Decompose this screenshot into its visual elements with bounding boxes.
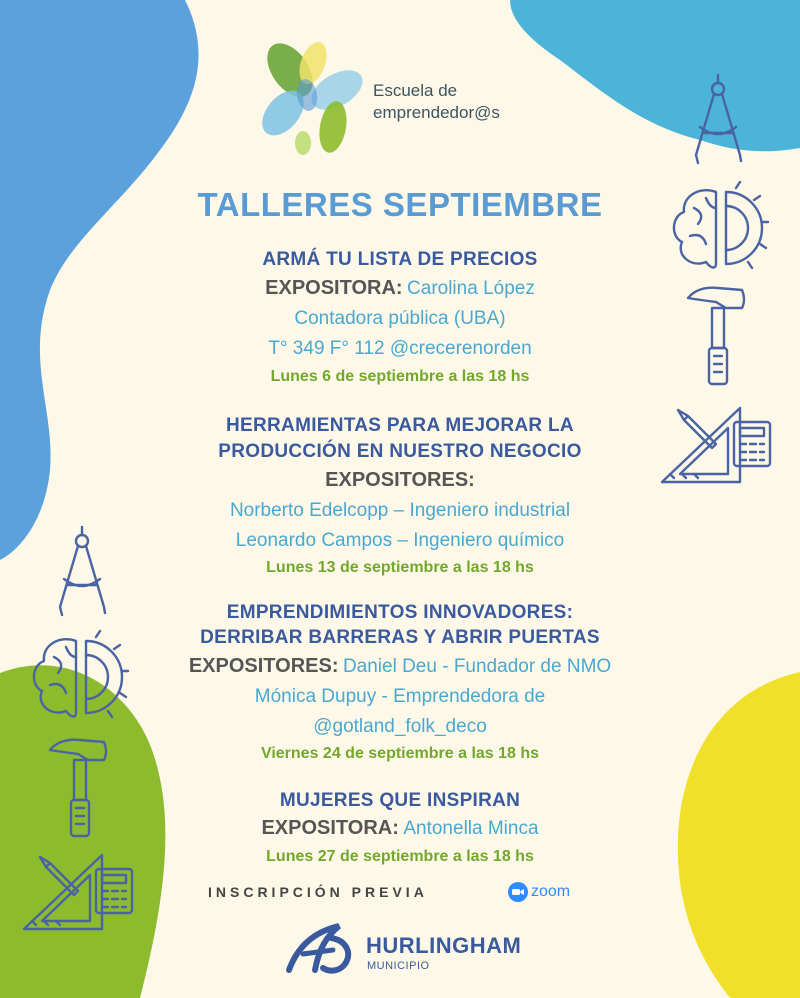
zoom-camera-icon — [507, 881, 529, 903]
taller-4-label: EXPOSITORA: — [261, 817, 399, 839]
municipio-name: HURLINGHAM — [366, 933, 522, 958]
hurlingham-logo-icon — [283, 918, 363, 978]
municipio-sub: MUNICIPIO — [367, 960, 430, 972]
taller-4-speaker-line — [0, 817, 800, 840]
taller-2-title-2: PRODUCCIÓN EN NUESTRO NEGOCIO — [218, 441, 582, 462]
taller-3-speaker-3: @gotland_folk_deco — [313, 716, 487, 737]
brand-line-1: Escuela de — [373, 81, 458, 100]
taller-3-speaker-line — [0, 655, 800, 678]
taller-2-title-1: HERRAMIENTAS PARA MEJORAR LA — [226, 415, 574, 436]
taller-3-title-1: EMPRENDIMIENTOS INNOVADORES: — [226, 602, 574, 623]
taller-1-speaker-line — [0, 277, 800, 300]
taller-1-detail-2: T° 349 F° 112 @crecerenorden — [268, 338, 532, 359]
zoom-label: zoom — [531, 883, 571, 900]
taller-3-label: EXPOSITORES: — [188, 655, 339, 677]
taller-3-title-2: DERRIBAR BARRERAS Y ABRIR PUERTAS — [200, 627, 600, 648]
compass-icon — [696, 75, 741, 163]
zoom-logo — [507, 881, 570, 903]
ruler-pencil-calculator-icon — [24, 855, 132, 929]
taller-4-date: Lunes 27 de septiembre a las 18 hs — [266, 848, 534, 865]
page-title: TALLERES SEPTIEMBRE — [197, 186, 603, 223]
taller-1-title: ARMÁ TU LISTA DE PRECIOS — [262, 249, 538, 270]
taller-3-speaker-1: Daniel Deu - Fundador de NMO — [342, 656, 612, 677]
taller-3-speaker-2: Mónica Dupuy - Emprendedora de — [254, 686, 546, 707]
taller-4-speaker: Antonella Minca — [403, 818, 539, 839]
taller-1-date: Lunes 6 de septiembre a las 18 hs — [270, 368, 530, 385]
taller-2-date: Lunes 13 de septiembre a las 18 hs — [266, 559, 534, 576]
taller-2-speaker-1: Norberto Edelcopp – Ingeniero industrial — [229, 500, 571, 521]
brand-line-2: emprendedor@s — [373, 103, 500, 122]
taller-2-label: EXPOSITORES: — [325, 469, 475, 491]
leaves-logo-icon — [255, 35, 370, 160]
taller-3-date: Viernes 24 de septiembre a las 18 hs — [260, 745, 540, 762]
taller-4-title: MUJERES QUE INSPIRAN — [279, 790, 521, 811]
inscripcion-previa-label: INSCRIPCIÓN PREVIA — [208, 884, 428, 900]
taller-2-speaker-2: Leonardo Campos – Ingeniero químico — [235, 530, 565, 551]
taller-1-label: EXPOSITORA: — [265, 277, 403, 299]
taller-1-detail-1: Contadora pública (UBA) — [294, 308, 506, 329]
taller-1-speaker: Carolina López — [407, 278, 535, 299]
